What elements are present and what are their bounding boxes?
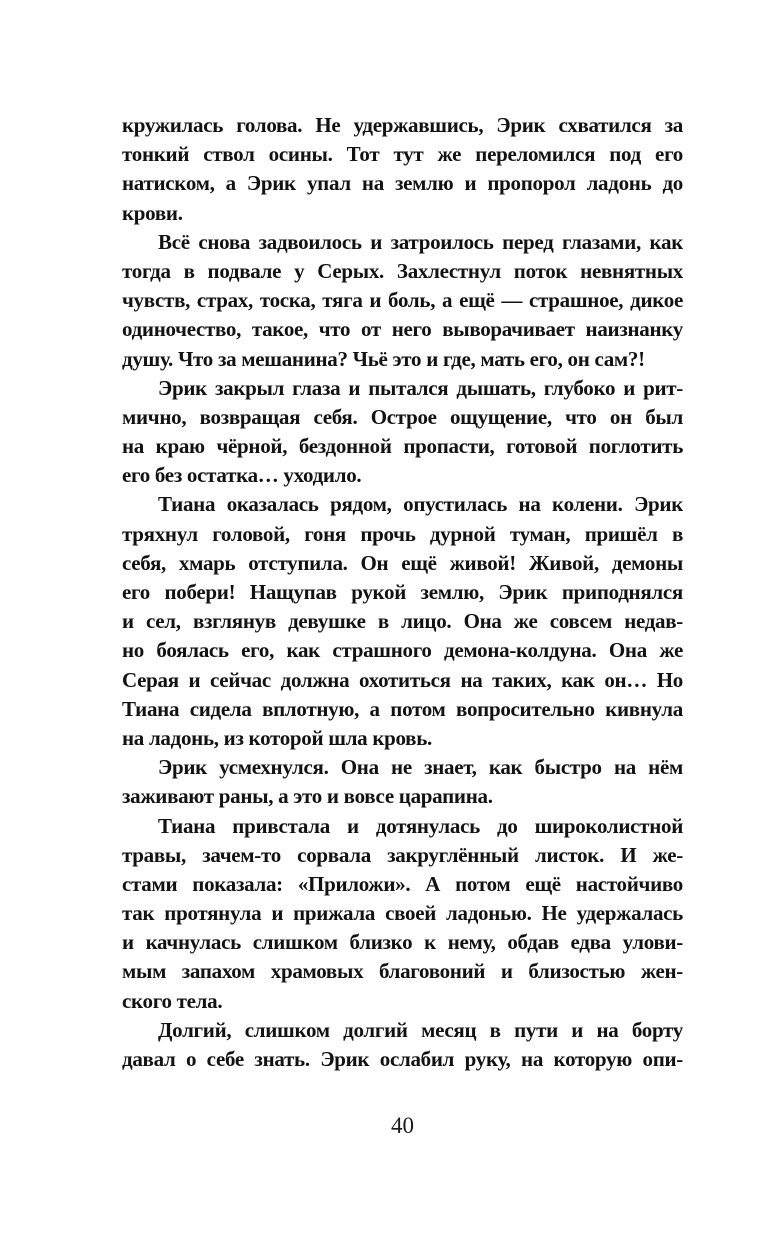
text-line: Всё снова задвоилось и затроилось перед глазами, как [158, 229, 683, 254]
text-line: его побери! Нащупав рукой землю, Эрик приподнялся [122, 580, 683, 604]
text-line: но боялась его, как страшного демона-колдуна. Она же [122, 638, 683, 663]
text-line: натиском, а Эрик упал на землю и пропорол ладонь до [122, 171, 683, 196]
text-line: стами показала: «Приложи». А потом ещё настойчиво [122, 871, 683, 896]
text-line: Тиана сидела вплотную, а потом вопросительно кивнула [122, 696, 683, 721]
text-line: давал о себе знать. Эрик ослабил руку, на которую опи- [122, 1047, 683, 1071]
paragraph [122, 812, 683, 1016]
text-line: душу. Что за мешанина? Чьё это и где, мать его, он сам?! [122, 346, 645, 371]
text-line: травы, зачем-то сорвала закруглённый листок. И же- [122, 842, 683, 867]
text-line: кружилась голова. Не удержавшись, Эрик схватился за [122, 113, 683, 137]
page-number: 40 [391, 1113, 414, 1138]
paragraph [122, 111, 683, 228]
paragraph [122, 228, 683, 374]
text-line: крови. [122, 200, 183, 225]
text-line: и качнулась слишком близко к нему, обдав едва улови- [122, 930, 683, 955]
paragraph [122, 490, 683, 753]
paragraph [122, 753, 683, 811]
text-line: Эрик усмехнулся. Она не знает, как быстро на нём [158, 755, 683, 780]
text-line: мым запахом храмовых благовоний и близостью жен- [122, 959, 683, 984]
text-line: на краю чёрной, бездонной пропасти, готовой поглотить [122, 434, 683, 459]
text-line: Серая и сейчас должна охотиться на таких, как он… Но [122, 667, 683, 692]
text-line: тогда в подвале у Серых. Захлестнул поток невнятных [122, 258, 683, 283]
text-line: его без остатка… уходило. [122, 463, 362, 488]
text-line: заживают раны, а это и вовсе царапина. [122, 784, 493, 809]
text-line: тряхнул головой, гоня прочь дурной туман, пришёл в [122, 521, 683, 546]
text-line: и сел, взглянув девушке в лицо. Она же совсем недав- [122, 609, 683, 634]
body-text [122, 111, 683, 1074]
text-line: Долгий, слишком долгий месяц в пути и на борту [158, 1017, 683, 1042]
text-line: мично, возвращая себя. Острое ощущение, что он был [122, 404, 683, 429]
text-line: так протянула и прижала своей ладонью. Не удержалась [122, 901, 683, 926]
paragraph [122, 374, 683, 491]
text-line: на ладонь, из которой шла кровь. [122, 725, 432, 750]
text-line: Тиана оказалась рядом, опустилась на колени. Эрик [158, 492, 683, 517]
text-line: себя, хмарь отступила. Он ещё живой! Живой, демоны [122, 550, 683, 575]
paragraph [122, 1016, 683, 1074]
text-line: тонкий ствол осины. Тот тут же переломился под его [122, 142, 683, 167]
text-line: ского тела. [122, 988, 223, 1013]
text-line: Эрик закрыл глаза и пытался дышать, глубоко и рит- [158, 375, 683, 400]
text-line: чувств, страх, тоска, тяга и боль, а ещё — страшное, дикое [122, 288, 683, 313]
text-line: одиночество, такое, что от него выворачивает наизнанку [122, 317, 683, 342]
text-line: Тиана привстала и дотянулась до широколистной [158, 813, 683, 838]
